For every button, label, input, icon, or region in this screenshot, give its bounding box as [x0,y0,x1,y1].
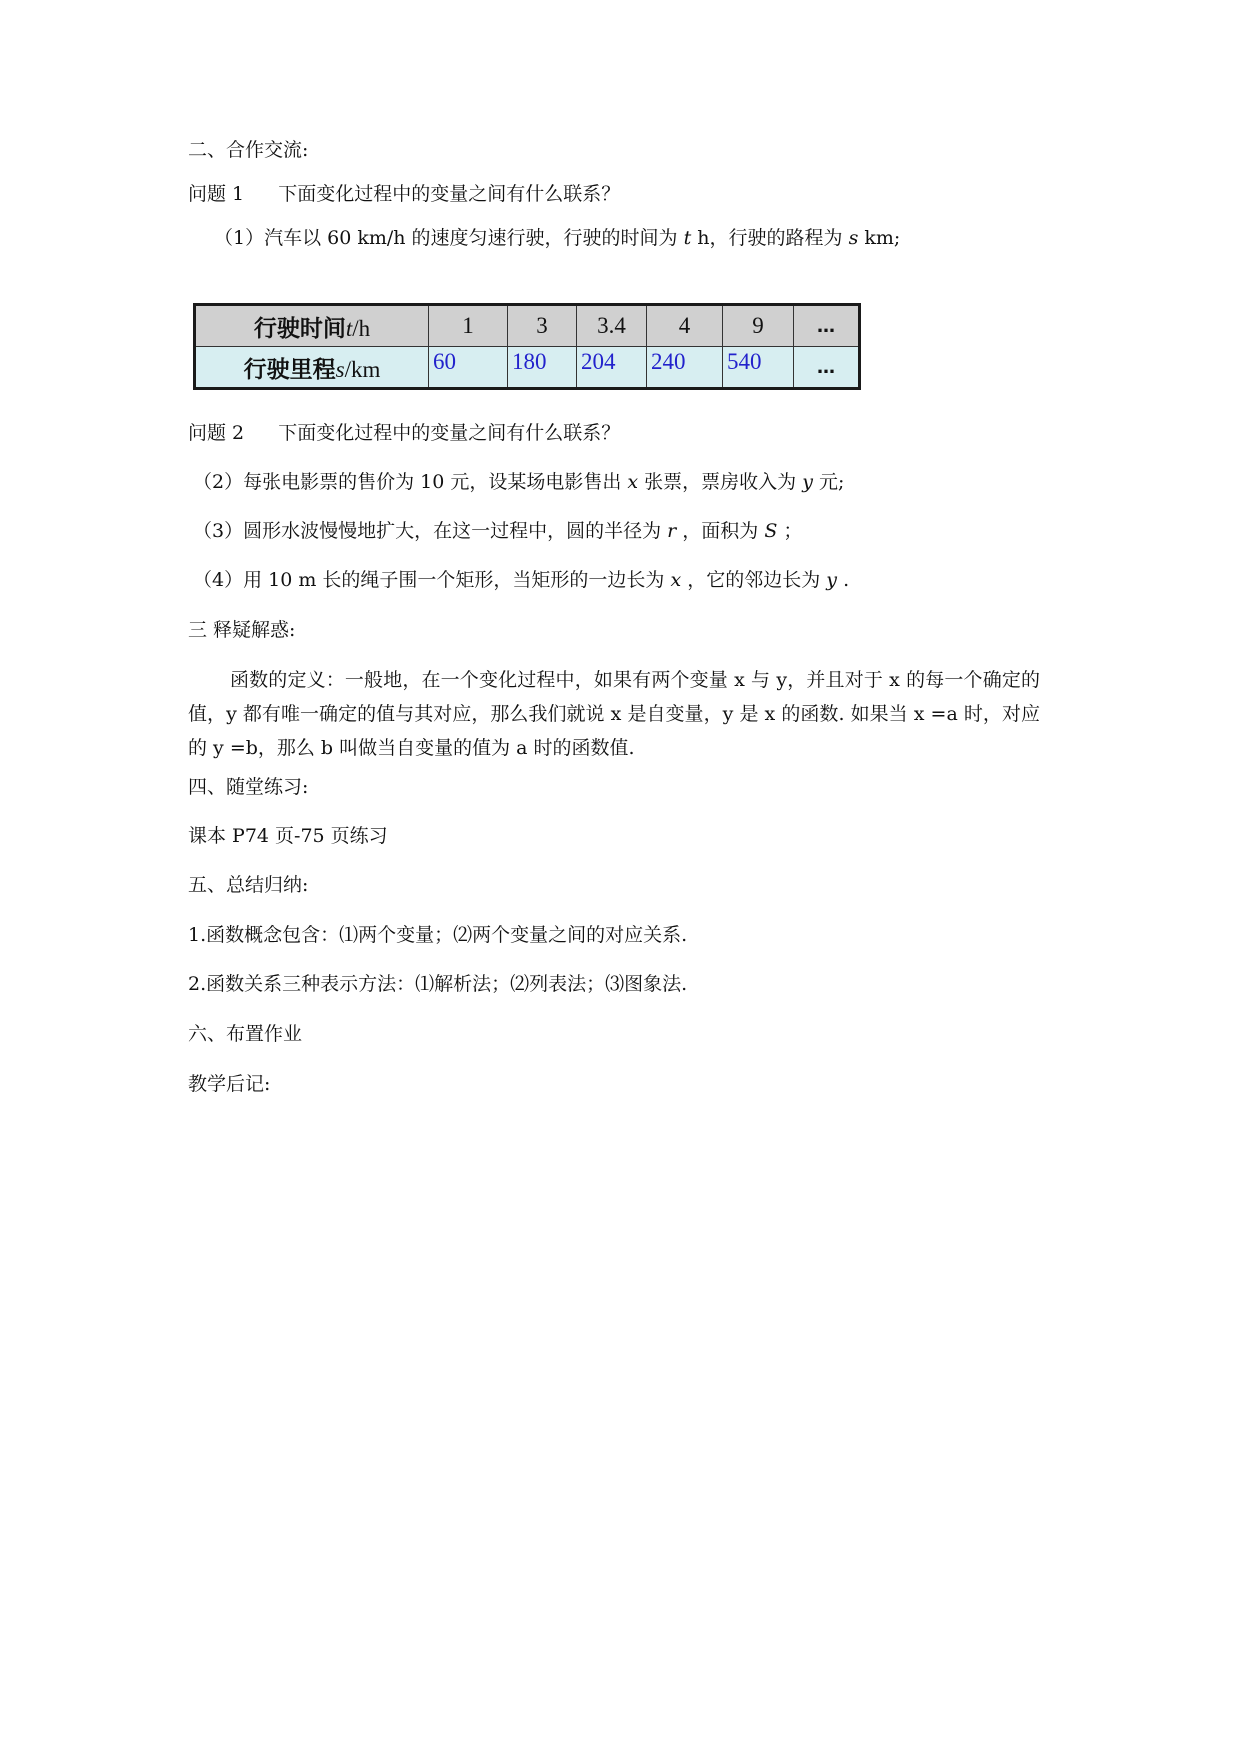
item2-var-y: y [802,471,813,493]
item3-var-S: S [764,520,778,542]
section4-heading: 四、随堂练习: [188,776,309,798]
question2-item2: （2）每张电影票的售价为 10 元，设某场电影售出 x 张票，票房收入为 y 元; [193,471,845,493]
question2-label: 问题 2 [188,422,245,444]
item1-text-mid: h，行驶的路程为 [697,227,843,249]
row-header-distance: 行驶里程s/km [195,347,429,389]
time-cell: 9 [723,305,794,347]
item1-text-pre: （1）汽车以 60 km/h 的速度匀速行驶，行驶的时间为 [214,227,678,249]
item1-var-s: s [848,227,859,249]
table-row-time [195,305,860,347]
question1-item1 [214,225,900,251]
item2-var-x: x [627,471,639,493]
time-cell: 3.4 [577,305,647,347]
row-header-time: 行驶时间t/h [195,305,429,347]
distance-cell: 204 [577,347,647,389]
time-cell: 3 [508,305,577,347]
question2-text: 下面变化过程中的变量之间有什么联系？ [278,422,621,444]
time-cell: 4 [647,305,723,347]
question2-item3: （3）圆形水波慢慢地扩大，在这一过程中，圆的半径为 r ，面积为 S ； [193,520,803,542]
item1-var-t: t [683,227,692,249]
section2-heading: 二、合作交流: [188,139,309,161]
question1 [188,181,620,207]
summary-point1: 1.函数概念包含：⑴两个变量；⑵两个变量之间的对应关系. [188,924,688,946]
distance-cell: 540 [723,347,794,389]
question2 [188,420,620,446]
distance-cell: 240 [647,347,723,389]
question1-label: 问题 1 [188,183,245,205]
item3-var-r: r [667,520,677,542]
teaching-notes-heading: 教学后记: [188,1073,271,1095]
question2-item4: （4）用 10 m 长的绳子围一个矩形，当矩形的一边长为 x ，它的邻边长为 y . [193,569,850,591]
item1-text-post: km; [864,227,901,249]
function-definition: 函数的定义：一般地，在一个变化过程中，如果有两个变量 x 与 y，并且对于 x 的每一个确定的值，y 都有唯一确定的值与其对应，那么我们就说 x 是自变量，y 是 x 的函数. 如果当 x =a 时，对应的 y =b，那么 b 叫做当自变量的值为 a 时的函数值. [188,669,1040,759]
item4-var-y: y [826,569,838,591]
distance-cell: 180 [508,347,577,389]
time-cell-ellipsis: … [794,305,860,347]
distance-cell: 60 [429,347,508,389]
document-page [188,0,1048,1754]
table-row-distance [195,347,860,389]
section5-heading: 五、总结归纳: [188,874,309,896]
question1-text: 下面变化过程中的变量之间有什么联系？ [278,183,621,205]
section6-heading: 六、布置作业 [188,1023,303,1045]
distance-cell-ellipsis: … [794,347,860,389]
time-cell: 1 [429,305,508,347]
section3-heading: 三 释疑解惑: [188,619,296,641]
time-distance-table [193,303,861,390]
item4-var-x: x [670,569,682,591]
practice-text: 课本 P74 页-75 页练习 [188,825,388,847]
summary-point2: 2.函数关系三种表示方法：⑴解析法；⑵列表法；⑶图象法. [188,973,688,995]
